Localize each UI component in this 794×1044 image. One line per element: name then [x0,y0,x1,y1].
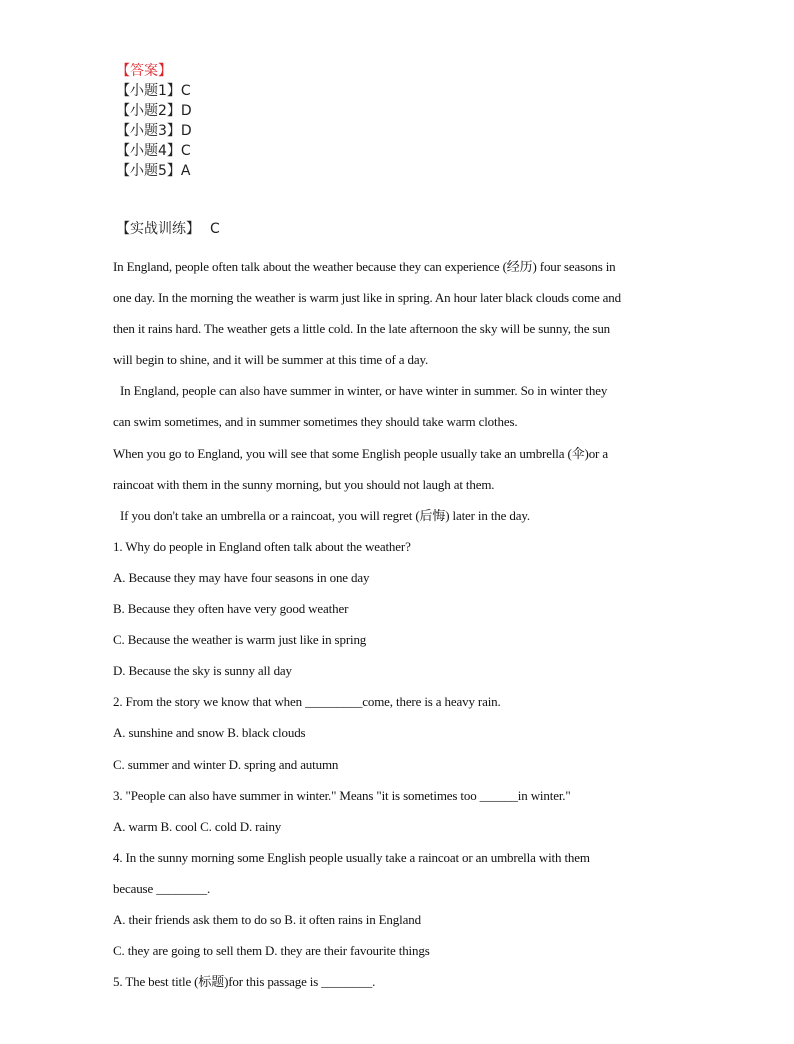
passage-line-7: When you go to England, you will see that some English people usually take an umbrella (伞)or a [113,445,608,461]
answer-item-1: 【小题1】C [116,83,191,99]
answer-title: 【答案】 [116,63,172,79]
question-2: 2. From the story we know that when _________come, there is a heavy rain. [113,694,501,710]
answer-item-4: 【小题4】C [116,143,191,159]
passage-line-6: can swim sometimes, and in summer sometimes they should take warm clothes. [113,414,518,430]
section-heading-label: 【实战训练】 [116,221,200,237]
answer-item-5: 【小题5】A [116,163,191,179]
passage-line-4: will begin to shine, and it will be summer at this time of a day. [113,352,429,368]
passage-line-1: In England, people often talk about the weather because they can experience (经历) four seasons in [113,259,616,274]
passage-line-9: If you don't take an umbrella or a raincoat, you will regret (后悔) later in the day. [120,507,530,523]
question-4: 4. In the sunny morning some English people usually take a raincoat or an umbrella with them [113,849,590,865]
question-1-option-d: D. Because the sky is sunny all day [113,663,292,679]
question-4-options-ab: A. their friends ask them to do so B. it often rains in England [113,911,421,927]
answer-item-3: 【小题3】D [116,123,192,139]
question-1-option-c: C. Because the weather is warm just like in spring [113,632,367,648]
question-4-continued: because ________. [113,880,211,896]
question-1-option-a: A. Because they may have four seasons in one day [113,569,370,585]
question-5: 5. The best title (标题)for this passage is ________. [113,974,376,990]
passage-line-8: raincoat with them in the sunny morning, but you should not laugh at them. [113,476,495,492]
section-heading [116,220,220,238]
answer-item-2: 【小题2】D [116,103,192,119]
passage-line-2: one day. In the morning the weather is warm just like in spring. An hour later black clouds come and [113,290,621,306]
passage-line-5: In England, people can also have summer in winter, or have winter in summer. So in winter they [120,383,608,399]
reading-content [113,251,693,997]
question-2-options-cd: C. summer and winter D. spring and autumn [113,756,339,772]
question-4-options-cd: C. they are going to sell them D. they are their favourite things [113,943,430,959]
question-2-options-ab: A. sunshine and snow B. black clouds [113,725,306,741]
passage-line-3: then it rains hard. The weather gets a little cold. In the late afternoon the sky will be sunny, the sun [113,321,611,337]
section-letter: C [210,221,220,237]
question-3-options: A. warm B. cool C. cold D. rainy [113,818,282,834]
question-1: 1. Why do people in England often talk about the weather? [113,538,411,554]
answer-block [116,61,192,181]
question-3: 3. "People can also have summer in winter." Means "it is sometimes too ______in winter." [113,787,571,803]
question-1-option-b: B. Because they often have very good weather [113,601,349,617]
